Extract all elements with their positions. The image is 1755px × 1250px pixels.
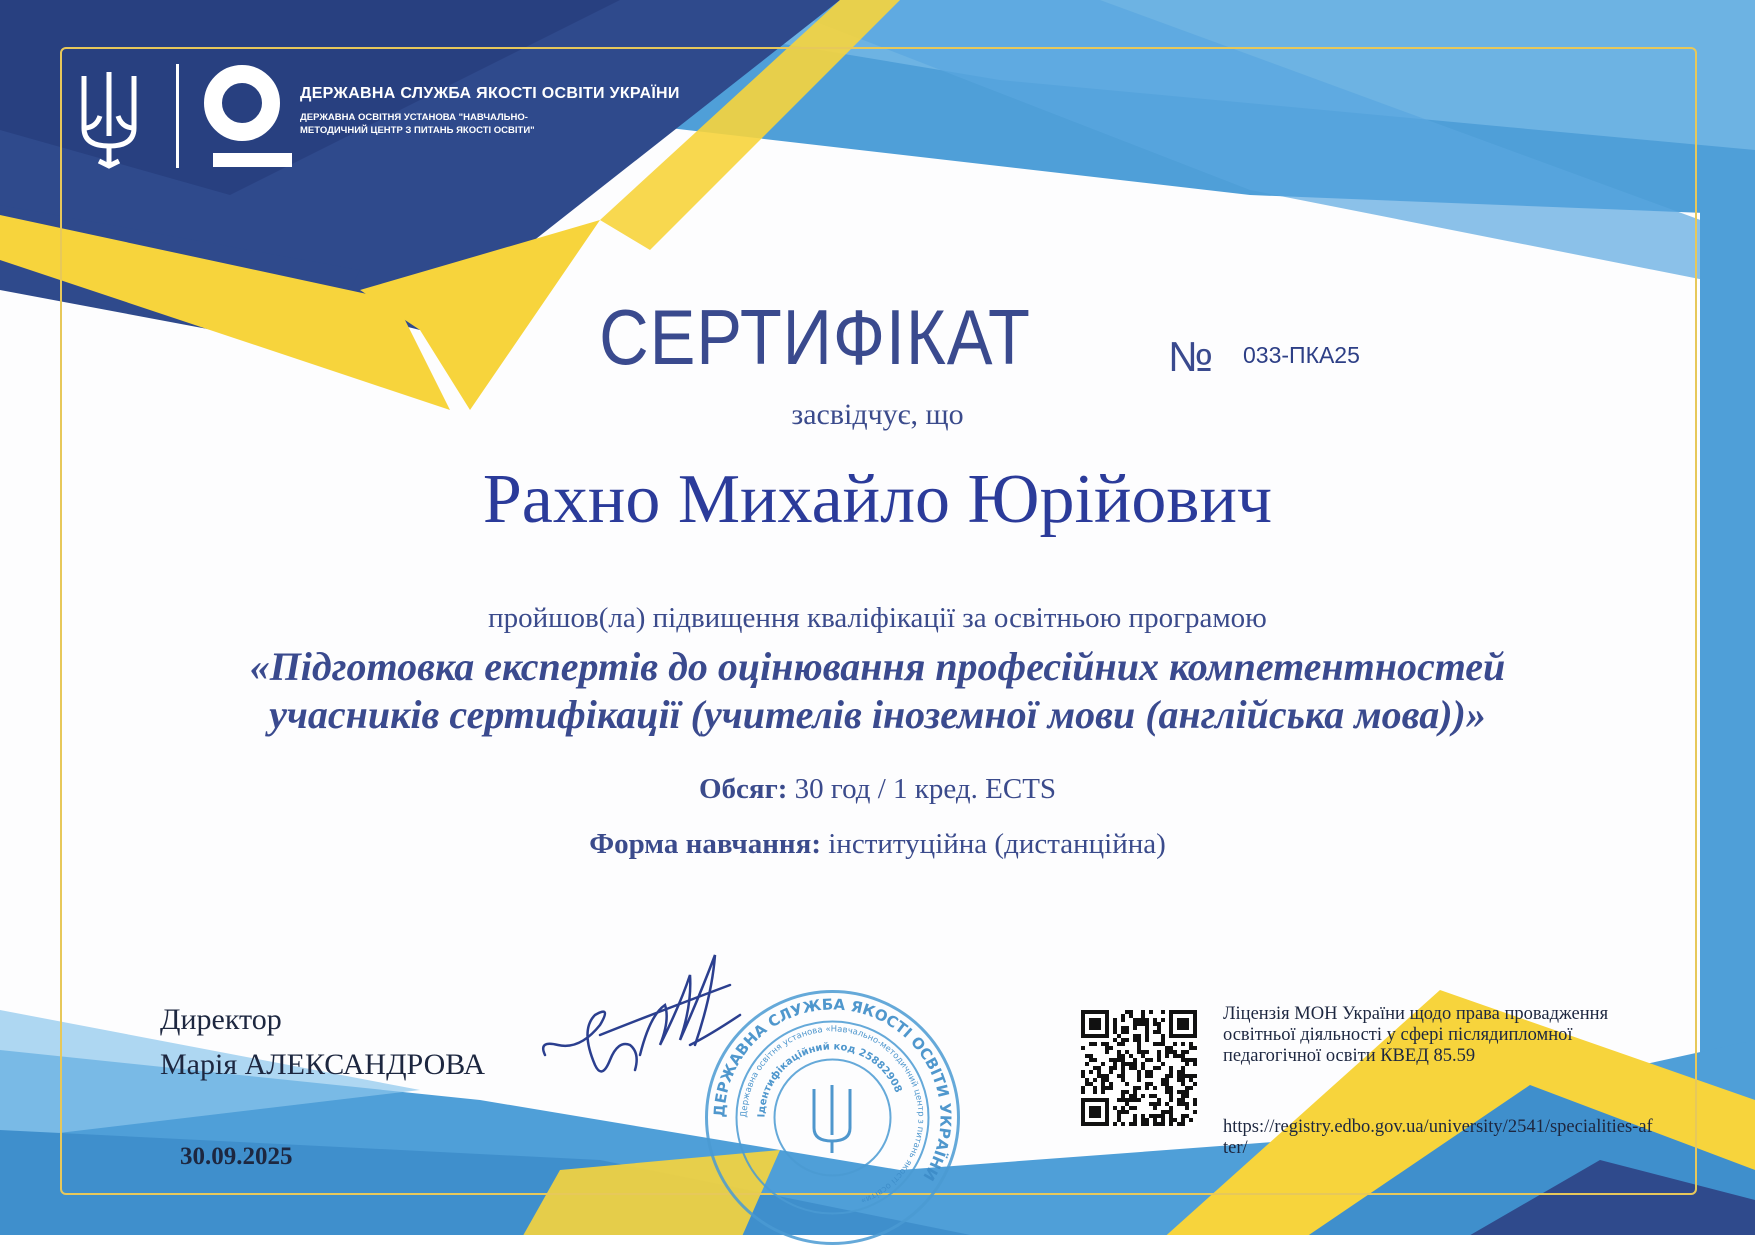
seal-trident-icon <box>814 1085 850 1153</box>
program-title <box>0 643 1755 739</box>
agency-name: ДЕРЖАВНА СЛУЖБА ЯКОСТІ ОСВІТИ УКРАЇНИ <box>300 85 680 102</box>
certificate-number: 033-ПКА25 <box>1243 342 1360 368</box>
qr-code[interactable] <box>1081 1010 1197 1126</box>
program-title-line-2: учасників сертифікації (учителів іноземної мови (англійська мова))» <box>269 692 1486 737</box>
study-form-label: Форма навчання: <box>589 828 821 860</box>
institution-name-line-2: МЕТОДИЧНИЙ ЦЕНТР З ПИТАНЬ ЯКОСТІ ОСВІТИ" <box>300 125 535 136</box>
certificate-title: СЕРТИФІКАТ <box>599 293 1031 381</box>
director-name: Марія АЛЕКСАНДРОВА <box>160 1048 486 1081</box>
quality-service-logo <box>170 63 300 173</box>
seal-outer-text: ДЕРЖАВНА СЛУЖБА ЯКОСТІ ОСВІТИ УКРАЇНИ <box>710 995 955 1185</box>
seal-inner-text: Державна освітня установа «Навчально-методичний центр з питань якості освіти» <box>739 1024 926 1206</box>
volume-line <box>0 773 1755 806</box>
recipient-name: Рахно Михайло Юрійович <box>482 461 1273 538</box>
license-text: Ліцензія МОН України щодо права провадження освітньої діяльності у сфері післядипломної педагогічної освіти КВЕД 85.59 <box>1223 1004 1609 1066</box>
study-form-line <box>0 828 1755 861</box>
study-form-value: інституційна (дистанційна) <box>821 828 1166 860</box>
program-title-line-1: «Підготовка експертів до оцінювання професійних компетентностей <box>249 644 1506 689</box>
completion-text: пройшов(ла) підвищення кваліфікації за освітньою програмою <box>488 602 1267 634</box>
number-sign: № <box>1168 333 1214 380</box>
volume-label: Обсяг: <box>698 773 788 805</box>
issue-date: 30.09.2025 <box>180 1143 293 1170</box>
seal-code-text: Ідентифікаційний код 25882908 <box>756 1041 904 1118</box>
institution-name-line-1: ДЕРЖАВНА ОСВІТНЯ УСТАНОВА "НАВЧАЛЬНО- <box>300 112 528 123</box>
director-title: Директор <box>160 1003 282 1036</box>
trident-icon <box>74 66 144 172</box>
certifies-text: засвідчує, що <box>791 398 964 431</box>
director-signature <box>540 945 760 1105</box>
registry-link[interactable]: https://registry.edbo.gov.ua/university/2541/specialities-after/ <box>1223 1117 1653 1158</box>
volume-value: 30 год / 1 кред. ECTS <box>787 773 1057 805</box>
